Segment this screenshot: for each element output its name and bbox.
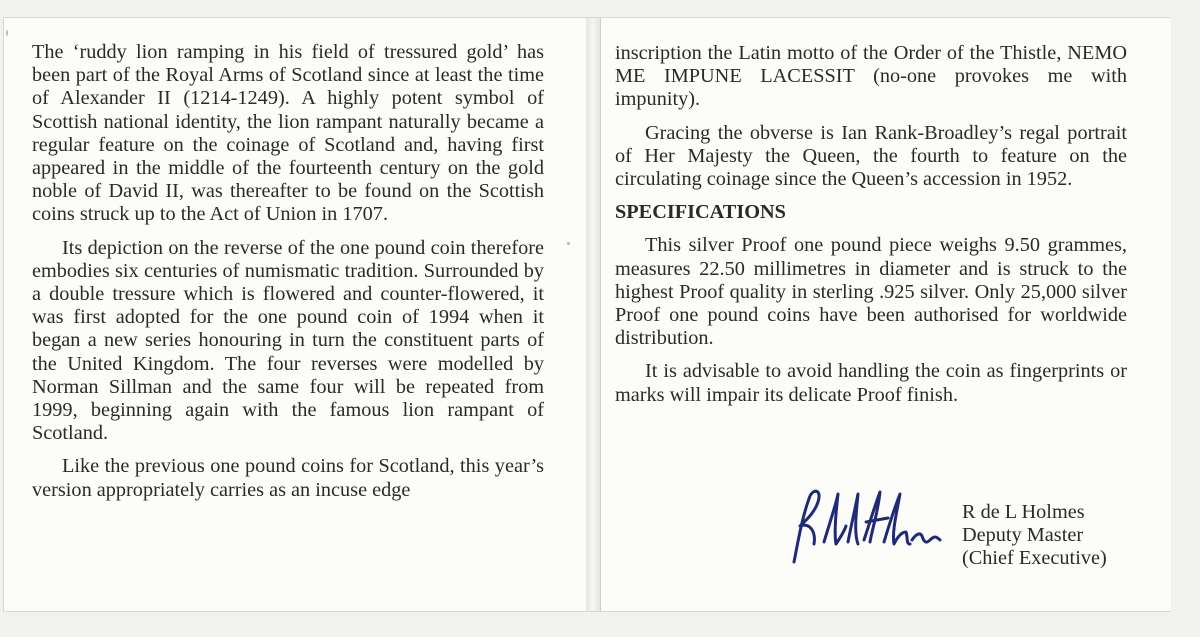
paragraph-edge-inscription-end: inscription the Latin motto of the Order of the Thistle, NEMO ME IMPUNE LACESSIT (no-one provokes me with impunity). xyxy=(615,42,1127,111)
page-fold xyxy=(586,18,600,611)
signatory-details xyxy=(962,501,1107,570)
handwritten-signature xyxy=(780,482,950,572)
right-page-text xyxy=(615,42,1127,417)
signatory-name: R de L Holmes xyxy=(962,501,1085,523)
signatory-title: Deputy Master xyxy=(962,524,1084,546)
signatory-role: (Chief Executive) xyxy=(962,547,1107,569)
specifications-heading: SPECIFICATIONS xyxy=(615,201,786,224)
paper-mark xyxy=(6,30,8,36)
paragraph-handling-advice: It is advisable to avoid handling the coin as fingerprints or marks will impair its delicate Proof finish. xyxy=(615,360,1127,406)
paragraph-lion-history: The ‘ruddy lion ramping in his field of tressured gold’ has been part of the Royal Arms of Scotland since at least the time of Alexander II (1214-1249). A highly potent symbol of Scottish national identity, the lion rampant naturally became a regular feature on the coinage of Scotland and, having first appeared in the middle of the fourteenth century on the gold noble of David II, was thereafter to be found on the Scottish coins struck up to the Act of Union in 1707. xyxy=(32,41,544,226)
paragraph-obverse: Gracing the obverse is Ian Rank-Broadley’s regal portrait of Her Majesty the Queen, the fourth to feature on the circulating coinage since the Queen’s accession in 1952. xyxy=(615,121,1127,191)
paragraph-edge-inscription-start: Like the previous one pound coins for Scotland, this year’s version appropriately carries as an incuse edge xyxy=(32,455,544,501)
paragraph-specifications: This silver Proof one pound piece weighs 9.50 grammes, measures 22.50 millimetres in diameter and is struck to the highest Proof quality in sterling .925 silver. Only 25,000 silver Proof one pound coins have been authorised for worldwide distribution. xyxy=(615,234,1127,350)
left-page-text xyxy=(32,41,544,512)
signature-block xyxy=(780,482,1140,582)
paper-speck xyxy=(567,242,570,245)
paragraph-reverse-design: Its depiction on the reverse of the one pound coin therefore embodies six centuries of numismatic tradition. Surrounded by a double tressure which is flowered and counter-flowered, it was first adopted for the one pound coin of 1994 when it began a new series honouring in turn the constituent parts of the United Kingdom. The four reverses were modelled by Norman Sillman and the same four will be repeated from 1999, beginning again with the famous lion rampant of Scotland. xyxy=(32,236,544,445)
